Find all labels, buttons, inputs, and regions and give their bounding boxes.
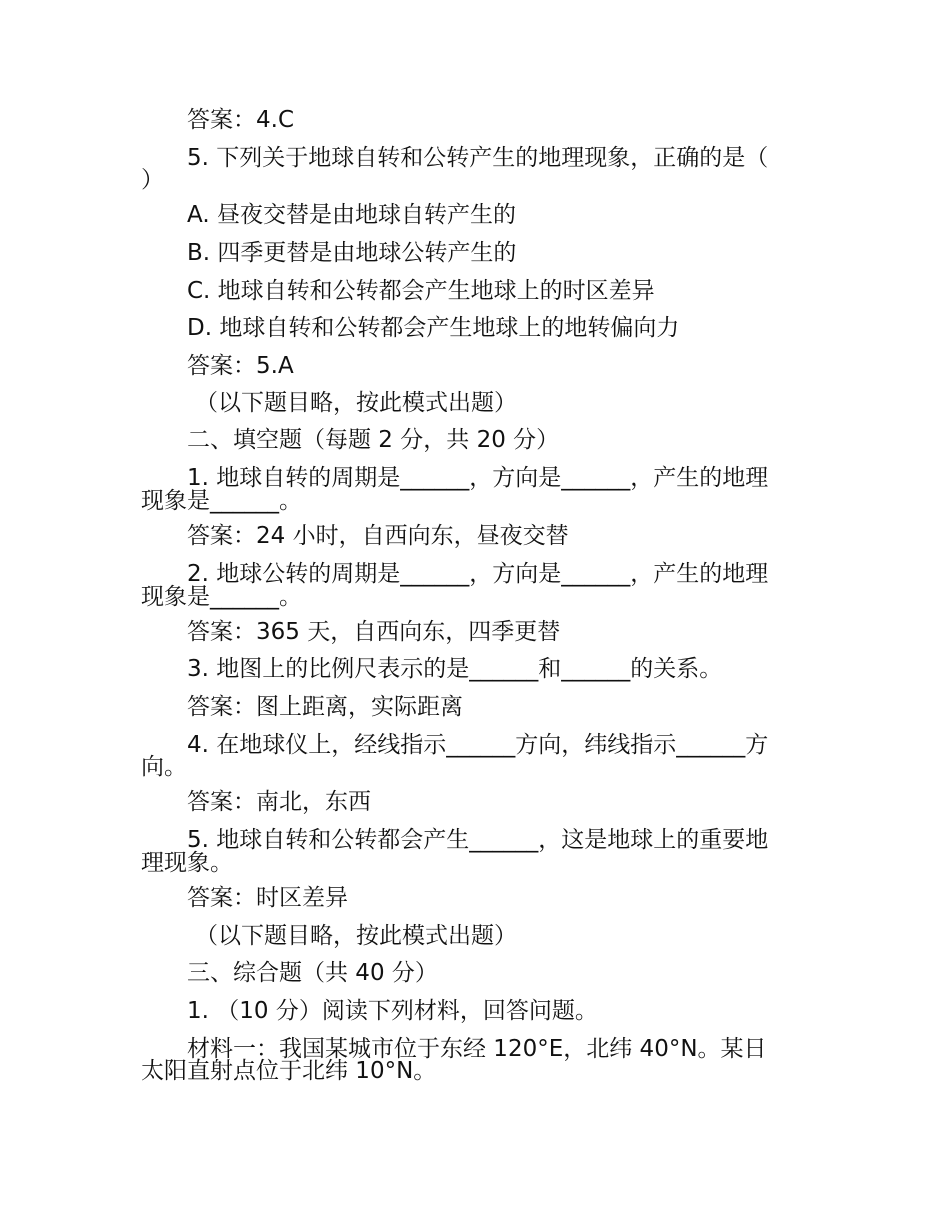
material-one-cont: 太阳直射点位于北纬 10°N。: [141, 1058, 437, 1084]
fill-question-4: 4. 在地球仪上，经线指示______方向，纬线指示______方: [187, 732, 769, 758]
section-heading-fill-blank: 二、填空题（每题 2 分，共 20 分）: [187, 427, 560, 453]
option-a: A. 昼夜交替是由地球自转产生的: [187, 202, 516, 228]
option-c: C. 地球自转和公转都会产生地球上的时区差异: [187, 278, 655, 304]
section-heading-comprehensive: 三、综合题（共 40 分）: [187, 960, 438, 986]
option-d: D. 地球自转和公转都会产生地球上的地转偏向力: [187, 315, 680, 341]
fill-question-2-cont: 现象是______。: [141, 584, 302, 610]
comprehensive-question-1: 1. （10 分）阅读下列材料，回答问题。: [187, 998, 598, 1024]
omitted-note-2: （以下题目略，按此模式出题）: [195, 923, 517, 949]
fill-answer-2: 答案：365 天，自西向东，四季更替: [187, 619, 561, 645]
fill-question-1-cont: 现象是______。: [141, 488, 302, 514]
fill-question-1: 1. 地球自转的周期是______，方向是______，产生的地理: [187, 465, 769, 491]
question-5-stem-end: ）: [141, 167, 164, 193]
material-one: 材料一：我国某城市位于东经 120°E，北纬 40°N。某日: [187, 1036, 767, 1062]
fill-question-4-cont: 向。: [141, 754, 187, 780]
option-b: B. 四季更替是由地球公转产生的: [187, 240, 517, 266]
fill-answer-4: 答案：南北，东西: [187, 789, 371, 815]
answer-4: 答案：4.C: [187, 107, 295, 133]
fill-question-5-cont: 理现象。: [141, 850, 233, 876]
answer-5: 答案：5.A: [187, 353, 294, 379]
question-5-stem: 5. 下列关于地球自转和公转产生的地理现象，正确的是（: [187, 145, 769, 171]
fill-answer-3: 答案：图上距离，实际距离: [187, 694, 463, 720]
fill-question-3: 3. 地图上的比例尺表示的是______和______的关系。: [187, 656, 723, 682]
fill-answer-5: 答案：时区差异: [187, 885, 348, 911]
omitted-note: （以下题目略，按此模式出题）: [195, 390, 517, 416]
fill-question-2: 2. 地球公转的周期是______，方向是______，产生的地理: [187, 561, 769, 587]
fill-answer-1: 答案：24 小时，自西向东，昼夜交替: [187, 523, 569, 549]
fill-question-5: 5. 地球自转和公转都会产生______，这是地球上的重要地: [187, 827, 769, 853]
